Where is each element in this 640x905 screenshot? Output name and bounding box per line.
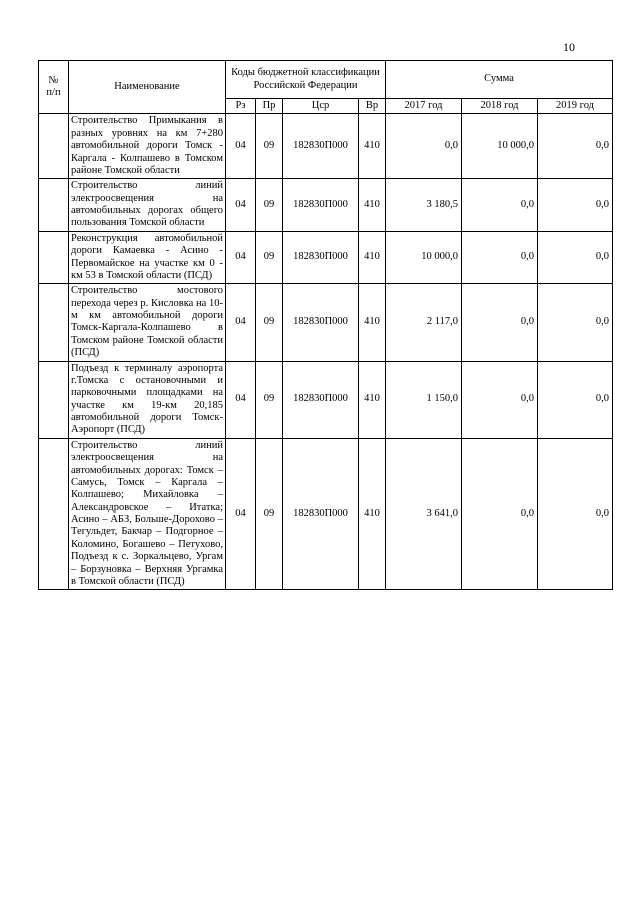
row-rz: 04 [226,231,256,284]
header-csr: Цср [283,99,359,114]
row-name: Строительство Примыкания в разных уровнях на км 7+280 автомобильной дороги Томск - Каргала - Колпашево в Томском районе Томской области [69,114,226,179]
row-rz: 04 [226,284,256,361]
row-sum-2019: 0,0 [538,284,613,361]
row-sum-2019: 0,0 [538,438,613,590]
row-sum-2017: 3 180,5 [386,179,462,232]
row-rz: 04 [226,179,256,232]
row-sum-2019: 0,0 [538,231,613,284]
header-2019: 2019 год [538,99,613,114]
row-rz: 04 [226,438,256,590]
row-sum-2018: 0,0 [462,179,538,232]
table-row [39,284,613,361]
row-num [39,438,69,590]
row-name: Подъезд к терминалу аэропорта г.Томска с остановочными и парковочными площадками на участке км 19-км 20,185 автомобильной дороги Томск-Аэропорт (ПСД) [69,361,226,438]
row-pr: 09 [256,284,283,361]
row-csr: 182830П000 [283,361,359,438]
row-csr: 182830П000 [283,438,359,590]
row-sum-2017: 2 117,0 [386,284,462,361]
row-sum-2019: 0,0 [538,179,613,232]
budget-table [38,60,613,590]
row-num [39,284,69,361]
row-sum-2017: 10 000,0 [386,231,462,284]
table-header [39,61,613,114]
header-2018: 2018 год [462,99,538,114]
row-sum-2018: 0,0 [462,438,538,590]
row-pr: 09 [256,114,283,179]
row-vr: 410 [359,231,386,284]
row-vr: 410 [359,361,386,438]
row-sum-2018: 0,0 [462,284,538,361]
row-num [39,361,69,438]
row-vr: 410 [359,114,386,179]
row-csr: 182830П000 [283,231,359,284]
header-pr: Пр [256,99,283,114]
row-csr: 182830П000 [283,114,359,179]
table-row [39,179,613,232]
row-num [39,114,69,179]
row-sum-2018: 0,0 [462,231,538,284]
row-pr: 09 [256,361,283,438]
header-sum: Сумма [386,61,613,99]
row-name: Строительство линий электроосвещения на автомобильных дорогах общего пользования Томской области [69,179,226,232]
page-number: 10 [563,40,575,54]
row-num [39,231,69,284]
row-sum-2019: 0,0 [538,114,613,179]
row-num [39,179,69,232]
table-row [39,114,613,179]
row-pr: 09 [256,231,283,284]
table-row [39,438,613,590]
row-sum-2018: 0,0 [462,361,538,438]
row-sum-2017: 3 641,0 [386,438,462,590]
row-rz: 04 [226,114,256,179]
header-2017: 2017 год [386,99,462,114]
row-sum-2018: 10 000,0 [462,114,538,179]
table-row [39,361,613,438]
header-codes: Коды бюджетной классификации Российской Федерации [226,61,386,99]
row-name: Строительство мостового перехода через р. Кисловка на 10-м км автомобильной дороги Томск-Каргала-Колпашево в Томском районе Томской области (ПСД) [69,284,226,361]
row-sum-2019: 0,0 [538,361,613,438]
row-vr: 410 [359,284,386,361]
row-csr: 182830П000 [283,284,359,361]
header-name: Наименование [69,61,226,114]
row-sum-2017: 1 150,0 [386,361,462,438]
row-name: Строительство линий электроосвещения на автомобильных дорогах: Томск – Самусь, Томск – Каргала – Колпашево; Михайловка – Александровское – Итатка; Асино – АБЗ, Больше-Дорохово – Тегульдет, Бакчар – Подгорное – Коломино, Богашево – Петухово, Подъезд к с. Зоркальцево, Ургам – Борзуновка – Верхняя Ургамка в Томской области (ПСД) [69,438,226,590]
header-vr: Вр [359,99,386,114]
row-pr: 09 [256,179,283,232]
row-pr: 09 [256,438,283,590]
row-sum-2017: 0,0 [386,114,462,179]
row-rz: 04 [226,361,256,438]
row-csr: 182830П000 [283,179,359,232]
header-rz: Рз [226,99,256,114]
header-num: № п/п [39,61,69,114]
table-row [39,231,613,284]
row-name: Реконструкция автомобильной дороги Камаевка - Асино - Первомайское на участке км 0 - км 53 в Томской области (ПСД) [69,231,226,284]
row-vr: 410 [359,438,386,590]
row-vr: 410 [359,179,386,232]
